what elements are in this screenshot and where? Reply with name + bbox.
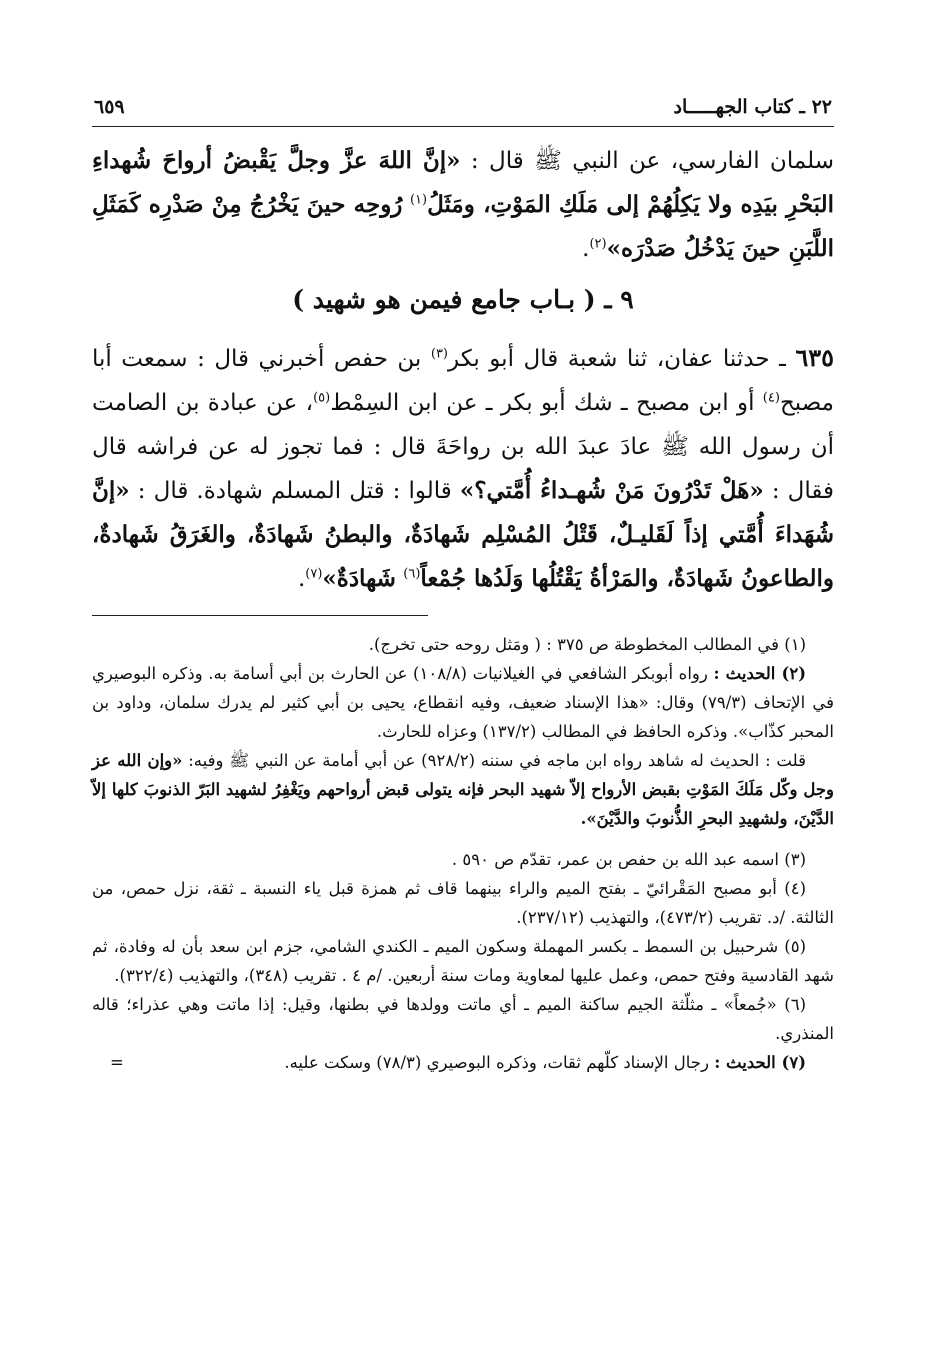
footnote-ref-7[interactable]: (٧) [305, 566, 323, 582]
intro-text: سلمان الفارسي، عن النبي ﷺ قال : [470, 148, 835, 174]
chapter-heading: ٢٢ ـ كتاب الجهـــــاد [673, 96, 832, 118]
continuation-mark: = [110, 1053, 124, 1072]
footnote-2 [92, 659, 834, 746]
footnote-ref-1[interactable]: (١) [409, 192, 428, 208]
hadith-number: ٦٣٥ [795, 343, 834, 372]
hadith-text-5: قالوا : قتل المسلم شهادة. قال : [137, 478, 452, 504]
hadith-text-2: بن حفص أخبرني قال : سمعت أبا مصبح [92, 346, 834, 416]
footnote-3: (٣) اسمه عبد الله بن حفص بن عمر، تقدّم ص ٥٩٠ . [451, 850, 806, 869]
running-header [92, 96, 834, 127]
hadith-text-4: ، عن عبادة بن الصامت أن رسول الله ﷺ عادَ عبدَ الله بن رواحَةَ قال : فما تجوز له عن فراشه قال فقال : [92, 390, 835, 504]
footnote-gap [92, 833, 834, 845]
footnote-ref-5[interactable]: (٥) [313, 390, 331, 406]
intro-end: . [582, 236, 590, 262]
page-number: ٦٥٩ [94, 96, 125, 118]
intro-quote-a: «إنَّ اللهَ عزَّ وجلَّ يَقْبضُ أرواحَ شُهداءِ البَحْرِ بيَدِه ولا يَكِلُهُمْ إلى مَلَكِ المَوْتِ، ومَثَلُ [92, 147, 834, 218]
footnote-2-note-text: قلت : الحديث له شاهد رواه ابن ماجه في سننه (٩٢٨/٢) عن أبي أمامة عن النبي ﷺ وفيه: [188, 751, 806, 770]
hadith-quote-1: «هَلْ تَدْرُونَ مَنْ شُهـداءُ أُمَّتي؟» [459, 477, 764, 504]
footnote-2-label: (٢) الحديث : [713, 664, 807, 683]
footnote-7 [92, 1048, 834, 1077]
footnote-7-label: (٧) الحديث : [714, 1053, 806, 1072]
hadith-text-1: ـ حدثنا عفان، ثنا شعبة قال أبو بكر [448, 346, 786, 372]
footnote-2-note [92, 746, 834, 833]
footnote-5: (٥) شرحبيل بن السمط ـ بكسر المهملة وسكون الميم ـ الكندي الشامي، جزم ابن سعد بأن له وفادة، ثم شهد القادسية وفتح حمص، وعمل عليها لمعاوية ومات سنة أربعين. /م ٤ . تقريب (٣٤٨)، والتهذيب (٣٢٢/٤). [92, 937, 834, 985]
hadith-text-3: أو ابن مصبح ـ شك أبو بكر ـ عن ابن السِمْط [330, 390, 755, 416]
footnote-ref-2[interactable]: (٢) [589, 236, 607, 252]
hadith-paragraph [92, 336, 834, 601]
book-page [92, 96, 834, 1077]
footnote-2-text: رواه أبوبكر الشافعي في الغيلانيات (١٠٨/٨) عن الحارث بن أبي أسامة به. وذكره البوصيري في الإتحاف (٧٩/٣) وقال: «هذا الإسناد ضعيف، وفيه انقطاع، يحيى بن أبي كثير لم يدرك سلمان، وداود بن المحبر كذّاب». وذكره الحافظ في المطالب (١٣٧/٢) وعزاه للحارث. [92, 664, 835, 741]
section-title: ٩ ـ ( بـاب جامع فيمن هو شهيد ) [292, 285, 634, 314]
footnote-6: (٦) «جُمعاً» ـ مثلّثة الجيم ساكنة الميم ـ أي ماتت وولدها في بطنها، وقيل: إذا ماتت وهي عذراء؛ قاله المنذري. [92, 995, 834, 1043]
intro-paragraph [92, 139, 834, 271]
footnote-ref-6[interactable]: (٦) [403, 566, 421, 582]
footnote-1: (١) في المطالب المخطوطة ص ٣٧٥ : ( ومَثل روحه حتى تخرج). [368, 635, 806, 654]
hadith-quote-3: شَهادَةٌ» [322, 565, 396, 592]
footnote-ref-3[interactable]: (٣) [430, 346, 448, 362]
intro-quote-b: رُوحِه حينَ يَخْرُجُ مِنْ صَدْرِه كَمَثَلِ اللَّبَنِ حينَ يَدْخُلُ صَدْرَه» [92, 191, 834, 262]
hadith-end: . [297, 566, 306, 592]
hadith-quote-2: «إنَّ شُهَداءَ أُمَّتي إذاً لَقَليـلٌ، قَتْلُ المُسْلِم شَهادَةٌ، والبطنُ شَهادَةٌ، والغَرَقُ شَهادةٌ، والطاعونُ شَهادَةٌ، والمَرْأةُ يَقْتُلُها وَلَدُها جُمْعاً [92, 477, 834, 592]
footnote-7-text: رجال الإسناد كلّهم ثقات، وذكره البوصيري (٧٨/٣) وسكت عليه. [284, 1053, 709, 1072]
footnotes [92, 630, 834, 1077]
footnote-4: (٤) أبو مصبح المَقْرائيّ ـ بفتح الميم والراء بينهما قاف ثم همزة قبل ياء النسبة ـ ثقة، نزل حمص، من الثالثة. /د. تقريب (٤٧٣/٢)، والتهذيب (٢٣٧/١٢). [92, 879, 834, 927]
footnote-ref-4[interactable]: (٤) [762, 390, 780, 406]
footnote-separator [92, 615, 428, 616]
footnote-2-note-quote: «وإن الله عز وجل وكّل مَلَكَ المَوْتِ بقبض الأرواح إلاّ شهيد البحر فإنه يتولى قبض أرواحهم ويَغْفِرُ لشهيد البَرّ الذنوبَ كلها إلاّ الدَّيْنَ، ولشهيدِ البحرِ الذُّنوبَ والدَّيْنَ». [92, 751, 834, 828]
